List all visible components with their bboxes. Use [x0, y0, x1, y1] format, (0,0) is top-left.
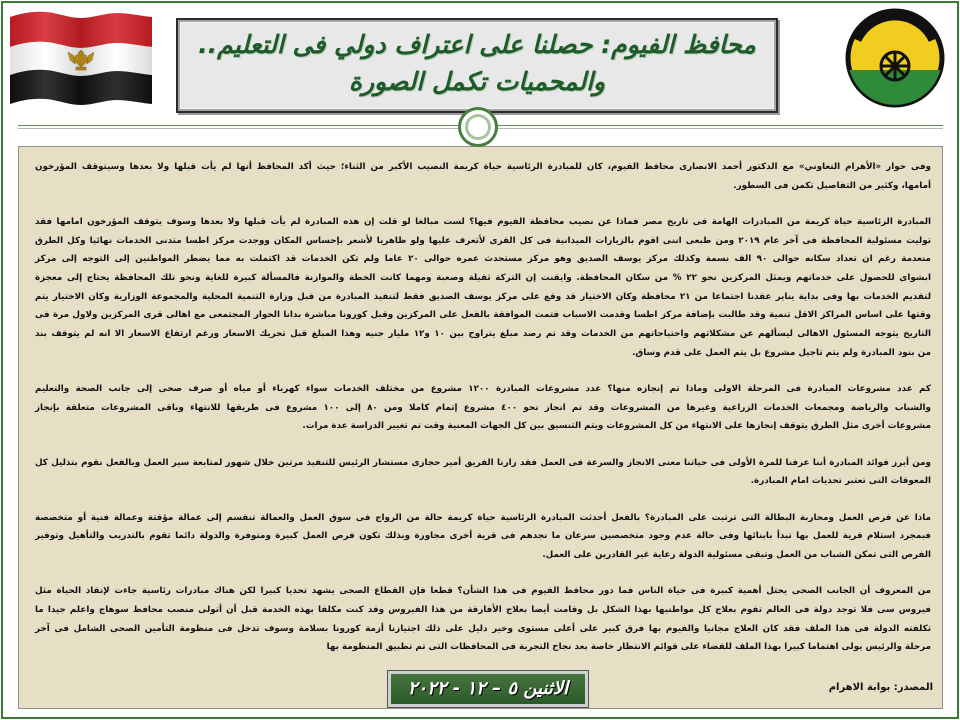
date-badge [388, 671, 588, 707]
egypt-flag-icon [10, 9, 152, 107]
article-line: الفرص التى تمكن الشباب من العمل وتبقى مسئولية الدولة رعاية غير القادرين على العمل. [542, 549, 931, 560]
date-text: الاثنين ٥ – ١٢ - ٢٠٢٢ [407, 678, 569, 699]
article-paragraph [35, 509, 931, 565]
source-credit: المصدر: بوابة الاهرام [828, 682, 933, 693]
article-line: أمامها، وكثير من التفاصيل تكمن فى السطور. [733, 180, 931, 191]
headline-box [176, 18, 778, 113]
governorate-logo-icon [836, 6, 954, 110]
article-line: من بنود المبادرة ولم يتم تاجيل مشروع بل يتم العمل على قدم وساق. [632, 347, 931, 358]
article-line: مرحلة والرئيس يولى اهتماما كبيرا بهذا الملف للقضاء على قوائم الانتظار خاصة بعد نجاح التجربة فى المحافظات التى تم تطبيق المنظومة بها [326, 642, 931, 653]
article-line: فيروس سى فلا توجد دولة فى العالم تقوم بعلاج كل مواطنيها بهذا الشكل بل وقامت أيضا بعلاج الأفارقة من هذا الفيروس وقد كنت مكلفا بهذه الخدمة قبل أن أتولى منصب محافظ سوهاج واعلم جيدا ما [35, 604, 931, 615]
article-line: فبمجرد استلام قرية للعمل بها تبدأ بابنائها وفى حالة عدم وجود متخصصين سرعان ما نجدهم فى قرية أخرى مجاورة وبذلك تكون فرص العمل كبيرة ومتوفرة والدولة دائما تقوم بالتدريب والتأهيل وتوفير [35, 531, 931, 542]
article-line: منعدمة رغم ان تعداد سكانه حوالى ٩٠ الف نسمة وكذلك مركز يوسف الصديق وهو مركز مستحدث عمره حوالى ٢٠ عاما ولم تكن الخدمات قد اكتملت به مما يضطر المواطنين إلى التوجه إلى مركز [35, 254, 931, 265]
article-line: التاريخ يتوجه المسئول الاهالى ليسألهم عن مشكلاتهم واحتياجاتهم من الخدمات وقد تم رصد مبلغ يتراوح بين ١٠ و١٢ مليار جنيه وهذا المبلغ قبل تحريك الاسعار ورغم ارتفاع الاسعار الا انه لم يتوقف بند [35, 329, 931, 340]
article-paragraph [35, 158, 931, 195]
article-panel [18, 146, 943, 709]
circle-ornament-icon [458, 107, 498, 147]
article-line: ومن أبرز فوائد المبادرة أننا عرفنا للمرة الأولى فى حياتنا معنى الانجاز والسرعة فى العمل فقد زارنا الفريق أمير حجازى مستشار الرئيس للتنفيذ مرتين خلال شهور لمتابعة سير العمل وبالفعل نقوم بتذليل كل [35, 457, 931, 468]
article-line: مشروعات أخرى مثل الطرق يتوقف إنجازها على الانتهاء من كل المشروعات ويتم التنسيق بين كل الجهات المعنية وقت تم تغيير الدراسة عدة مرات. [302, 421, 931, 432]
article-line: المعوقات التى تعتبر تحديات امام المبادرة. [750, 476, 931, 487]
headline-line: والمحميات تكمل الصورة [348, 67, 606, 96]
article-line: من المعروف أن الجانب الصحى يحتل أهمية كبيرة فى حياة الناس فما دور محافظ الفيوم فى هذا الشأن؟ قطعا فإن القطاع الصحى يشهد تحديا كبيرا لكن هناك مبادرات رئاسية جاءت لإنقاذ الحياة مثل [35, 586, 931, 597]
article-line: المبادرة الرئاسية حياة كريمة من المبادرات الهامة فى تاريخ مصر فماذا عن نصيب محافظة الفيوم فيها؟ لست مبالغا لو قلت إن هذه المبادرة لم يأت قبلها ولا بعدها وسوف يتوقف المؤرخون امامها فقد [35, 216, 931, 227]
article-paragraph [35, 380, 931, 436]
article-body [35, 158, 931, 674]
article-line: تكلفته الدولة فى هذا الملف فقد كان العلاج مجانيا والفيوم بها فرق كبير على أعلى مستوى وخير دليل على ذلك اجتيازنا أزمة كورونا بسلامة وسوف تدخل فى منظومة التأمين الصحى الشامل فى آخر [35, 623, 931, 634]
article-paragraph [35, 213, 931, 363]
article-line: ابشواى للحصول على خدماتهم ويمثل المركزين نحو ٢٢ % من سكان المحافظة. وايقنت إن التركة ثقيلة وصعبة ومهما كانت الخطة والموازنة فالمسألة كبيرة للغاية ونحو تلك المحافظة يحتاج إلى معجزة [35, 273, 931, 284]
article-line: والشباب والرياضة ومجمعات الخدمات الزراعية وغيرها من المشروعات وقد تم انجاز نحو ٤٠٠ مشروع إتمام كاملا ومن ٨٠ إلى ١٠٠ مشروع فى طريقها للانتهاء وباقى المشروعات متعلقة بإنجاز [35, 402, 931, 413]
article-line: توليت مسئولية المحافظة فى آخر عام ٢٠١٩ ومن طبعى اننى اقوم بالزيارات الميدانية فى كل القرى لأتعرف عليها ولو ظاهريا لأشعر بإحساس المكان ووجدت مركز اطسا متدنى الخدمات نهائيا وكل الطرق [35, 235, 931, 246]
article-paragraph [35, 454, 931, 491]
article-line: لتقديم الخدمات بها وفى بداية يناير عقدنا اجتماعا من ٢١ محافظة وكان الاختيار قد وقع على مركز يوسف الصديق فقط لتنفيذ المبادرة من قبل وزارة التنمية المحلية والمجموعة الوزارية وكان الاختيار يتم [35, 291, 931, 302]
article-line: وقتها على اساس المراكز الاقل تنمية وقد طالبت بإضافة مركز اطسا وقدمت الاسباب فتمت الموافقة بالفعل على المركزين وقبل كورونا مباشرة بدانا الحوار المجتمعى مع اهالى قرى المركزين ولاول مرة فى [35, 310, 931, 321]
headline-line: محافظ الفيوم: حصلنا على اعتراف دولي فى التعليم.. [198, 30, 756, 59]
article-line: وفى حوار «الأهرام التعاوني» مع الدكتور أحمد الانصارى محافظ الفيوم، كان للمبادرة الرئاسية حياة كريمة النصيب الأكبر من الثناء؛ حيث أكد المحافظ أنها لم يأت قبلها ولا بعدها وسيتوقف المؤرخون [35, 162, 931, 172]
article-line: كم عدد مشروعات المبادرة فى المرحلة الاولى وماذا تم إنجازه منها؟ عدد مشروعات المبادرة ١٢٠٠ مشروع من مختلف الخدمات سواء كهرباء أو مياه أو صرف صحى إلى جانب الصحة والتعليم [35, 384, 932, 395]
article-paragraph [35, 582, 931, 657]
article-line: ماذا عن فرص العمل ومحاربة البطالة التى ترتبت على المبادرة؟ بالفعل أحدثت المبادرة الرئاسية حياة كريمة حالة من الرواج فى سوق العمل والعمالة تنقسم إلى عمالة مؤقتة وعمالة فنية أو متخصصة [35, 512, 931, 523]
